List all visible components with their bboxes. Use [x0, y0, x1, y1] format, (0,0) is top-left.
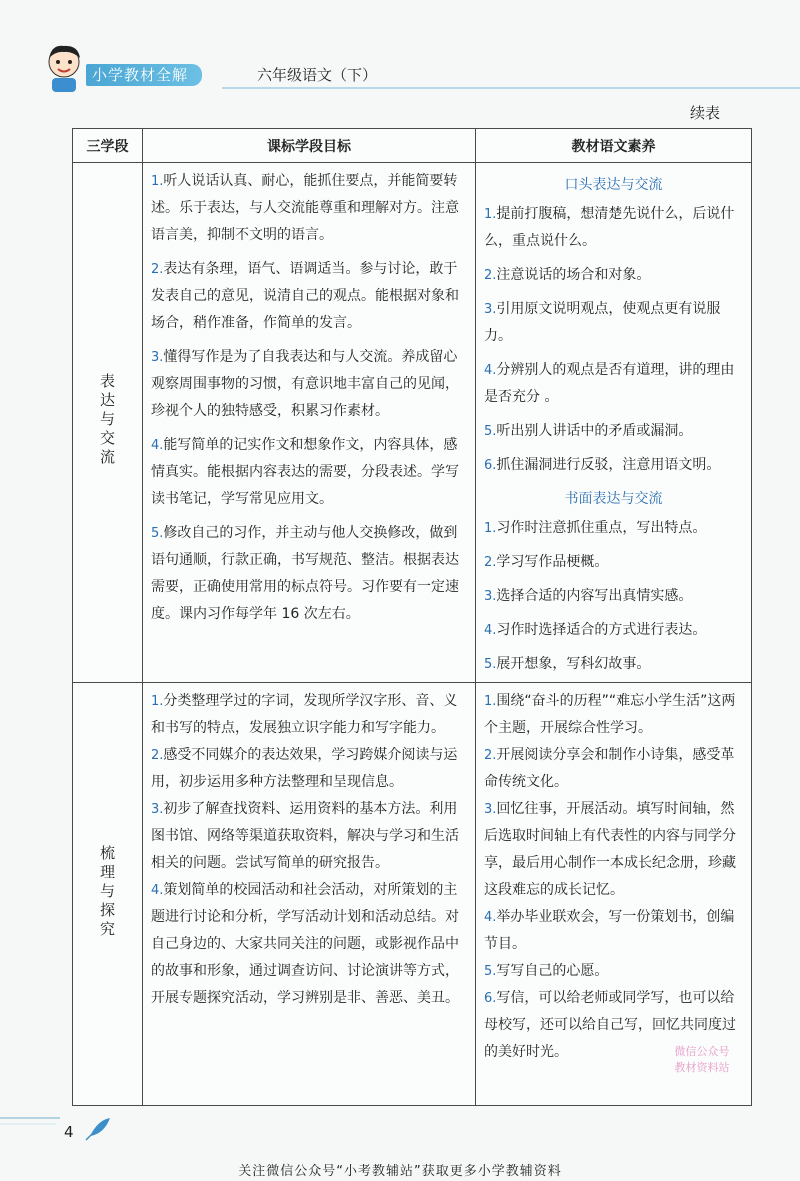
literacy-item: 5.写写自己的心愿。 — [484, 963, 609, 979]
leaf-ornament-icon — [0, 1108, 112, 1148]
goal-item: 1.分类整理学过的字词，发现所学汉字形、音、义和书写的特点，发展独立识字能力和写字能力。 — [151, 693, 458, 736]
header-rule — [222, 87, 800, 89]
stage-label: 梳理与探究 — [98, 844, 116, 940]
cartoon-boy-icon — [42, 42, 86, 94]
watermark-stamp: 微信公众号 教材资料站 — [674, 1045, 730, 1074]
literacy-item: 5.听出别人讲话中的矛盾或漏洞。 — [484, 423, 693, 439]
curriculum-table — [72, 128, 752, 1106]
literacy-item: 4.习作时选择适合的方式进行表达。 — [484, 622, 707, 638]
goal-item: 1.听人说话认真、耐心，能抓住要点，并能简要转述。乐于表达，与人交流能尊重和理解对方。注意语言美，抑制不文明的语言。 — [151, 173, 459, 243]
continued-label: 续表 — [690, 104, 721, 122]
table-row — [73, 683, 752, 1106]
goals-cell — [143, 683, 476, 1106]
stage-cell — [73, 163, 143, 683]
literacy-item: 4.分辨别人的观点是否有道理，讲的理由是否充分 。 — [484, 362, 735, 405]
goal-item: 3.初步了解查找资料、运用资料的基本方法。利用图书馆、网络等渠道获取资料，解决与学习和生活相关的问题。尝试写简单的研究报告。 — [151, 801, 459, 871]
goal-item: 5.修改自己的习作，并主动与他人交换修改，做到语句通顺，行款正确，书写规范、整洁。根据表达需要，正确使用常用的标点符号。习作要有一定速度。课内习作每学年 16 次左右。 — [151, 525, 459, 622]
literacy-item: 1.习作时注意抓住重点，写出特点。 — [484, 520, 707, 536]
goal-item: 2.感受不同媒介的表达效果，学习跨媒介阅读与运用，初步运用多种方法整理和呈现信息。 — [151, 747, 458, 790]
literacy-item: 2.注意说话的场合和对象。 — [484, 267, 651, 283]
header-stage: 三学段 — [73, 129, 143, 163]
literacy-cell — [476, 163, 752, 683]
goal-item: 2.表达有条理，语气、语调适当。参与讨论，敢于发表自己的意见，说清自己的观点。能根据对象和场合，稍作准备，作简单的发言。 — [151, 261, 459, 331]
literacy-item: 1.提前打腹稿，想清楚先说什么，后说什么，重点说什么。 — [484, 206, 735, 249]
literacy-item: 2.学习写作品梗概。 — [484, 554, 609, 570]
table-row — [73, 163, 752, 683]
footer-note: 关注微信公众号“小考教辅站”获取更多小学教辅资料 — [238, 1164, 562, 1179]
header-band — [0, 0, 800, 110]
literacy-item: 1.围绕“奋斗的历程”“难忘小学生活”这两个主题，开展综合性学习。 — [484, 693, 736, 736]
literacy-item: 3.选择合适的内容写出真情实感。 — [484, 588, 693, 604]
subject-title: 六年级语文（下） — [257, 66, 378, 84]
literacy-item: 6.抓住漏洞进行反驳，注意用语文明。 — [484, 457, 721, 473]
table-header-row — [73, 129, 752, 163]
stage-label: 表达与交流 — [98, 373, 116, 468]
page-number: 4 — [64, 1123, 74, 1141]
goal-item: 4.能写简单的记实作文和想象作文，内容具体，感情真实。能根据内容表达的需要，分段表述。学写读书笔记，学写常见应用文。 — [151, 437, 459, 507]
header-goals: 课标学段目标 — [143, 129, 476, 163]
brand-banner: 小学教材全解 — [86, 64, 202, 86]
literacy-item: 2.开展阅读分享会和制作小诗集，感受革命传统文化。 — [484, 747, 735, 790]
goals-cell — [143, 163, 476, 683]
literacy-subtitle: 口头表达与交流 — [564, 177, 663, 193]
literacy-cell — [476, 683, 752, 1106]
header-literacy: 教材语文素养 — [476, 129, 752, 163]
stage-cell — [73, 683, 143, 1106]
literacy-item: 4.举办毕业联欢会，写一份策划书，创编节目。 — [484, 909, 735, 952]
goal-item: 4.策划简单的校园活动和社会活动，对所策划的主题进行讨论和分析，学写活动计划和活动总结。对自己身边的、大家共同关注的问题，或影视作品中的故事和形象，通过调查访问、讨论演讲等方式，开展专题探究活动，学习辨别是非、善恶、美丑。 — [151, 882, 459, 1006]
literacy-item: 6.写信，可以给老师或同学写，也可以给母校写，还可以给自己写，回忆共同度过的美好时光。 — [484, 990, 736, 1060]
literacy-item: 5.展开想象，写科幻故事。 — [484, 656, 651, 672]
literacy-subtitle: 书面表达与交流 — [564, 491, 663, 507]
goal-item: 3.懂得写作是为了自我表达和与人交流。养成留心观察周围事物的习惯，有意识地丰富自己的见闻，珍视个人的独特感受，积累习作素材。 — [151, 349, 459, 419]
literacy-item: 3.回忆往事，开展活动。填写时间轴，然后选取时间轴上有代表性的内容与同学分享，最后用心制作一本成长纪念册，珍藏这段难忘的成长记忆。 — [484, 801, 736, 898]
literacy-item: 3.引用原文说明观点，使观点更有说服力。 — [484, 301, 721, 344]
